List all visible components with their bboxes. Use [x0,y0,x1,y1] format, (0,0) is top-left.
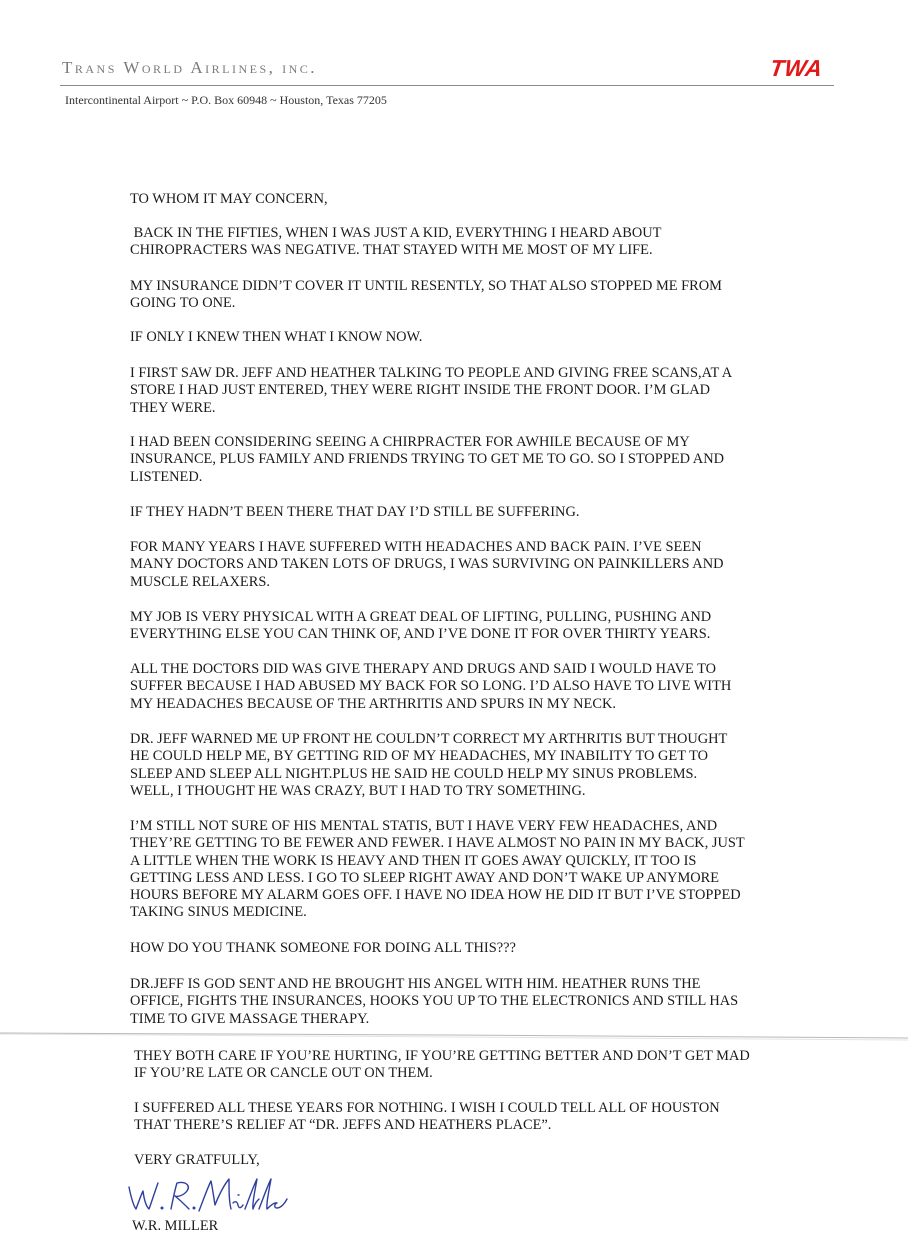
letter-line: DR. JEFF WARNED ME UP FRONT HE COULDN’T CORRECT MY ARTHRITIS BUT THOUGHT [130,731,728,747]
letter-line: I SUFFERED ALL THESE YEARS FOR NOTHING. I WISH I COULD TELL ALL OF HOUSTON [134,1100,720,1116]
paragraph-5 [130,434,810,486]
letter-line: BACK IN THE FIFTIES, WHEN I WAS JUST A KID, EVERYTHING I HEARD ABOUT [130,225,662,241]
paragraph-4 [130,365,810,417]
header-rule [60,85,834,86]
paragraph-3 [130,329,810,346]
letter-line: SLEEP AND SLEEP ALL NIGHT.PLUS HE SAID HE COULD HELP MY SINUS PROBLEMS. [130,765,698,782]
signer-name: W.R. MILLER [132,1218,219,1234]
paragraph-14 [134,1048,814,1083]
letter-line: A LITTLE WHEN THE WORK IS HEAVY AND THEN IT GOES AWAY QUICKLY, IT TOO IS [130,852,697,869]
letter-line: MUSCLE RELAXERS. [130,573,270,590]
letter-line: MANY DOCTORS AND TAKEN LOTS OF DRUGS, I WAS SURVIVING ON PAINKILLERS AND [130,556,724,573]
letter-line: I’M STILL NOT SURE OF HIS MENTAL STATIS, BUT I HAVE VERY FEW HEADACHES, AND [130,818,718,834]
closing-line: VERY GRATFULLY, [134,1152,260,1168]
letter-line: THEY WERE. [130,399,216,416]
letter-line: HE COULD HELP ME, BY GETTING RID OF MY HEADACHES, MY INABILITY TO GET TO [130,748,709,765]
letter-line: MY HEADACHES BECAUSE OF THE ARTHRITIS AND SPURS IN MY NECK. [130,695,616,712]
closing [134,1152,814,1169]
letter-line: SUFFER BECAUSE I HAD ABUSED MY BACK FOR SO LONG. I’D ALSO HAVE TO LIVE WITH [130,678,732,695]
paragraph-12 [130,940,810,957]
letter-line: STORE I HAD JUST ENTERED, THEY WERE RIGHT INSIDE THE FRONT DOOR. I’M GLAD [130,382,711,399]
letter-line: INSURANCE, PLUS FAMILY AND FRIENDS TRYING TO GET ME TO GO. SO I STOPPED AND [130,451,724,468]
letter-line: THAT THERE’S RELIEF AT “DR. JEFFS AND HEATHERS PLACE”. [134,1117,552,1134]
letter-line: OFFICE, FIGHTS THE INSURANCES, HOOKS YOU UP TO THE ELECTRONICS AND STILL HAS [130,993,739,1010]
letter-line: HOURS BEFORE MY ALARM GOES OFF. I HAVE NO IDEA HOW HE DID IT BUT I’VE STOPPED [130,887,741,904]
letter-line: EVERYTHING ELSE YOU CAN THINK OF, AND I’VE DONE IT FOR OVER THIRTY YEARS. [130,626,711,643]
letter-line: DR.JEFF IS GOD SENT AND HE BROUGHT HIS ANGEL WITH HIM. HEATHER RUNS THE [130,976,701,992]
letter-line: IF YOU’RE LATE OR CANCLE OUT ON THEM. [134,1065,433,1082]
letter-line: MY INSURANCE DIDN’T COVER IT UNTIL RESENTLY, SO THAT ALSO STOPPED ME FROM [130,278,722,294]
letter-line: WELL, I THOUGHT HE WAS CRAZY, BUT I HAD TO TRY SOMETHING. [130,782,586,799]
letter-line: TAKING SINUS MEDICINE. [130,904,307,921]
paragraph-1 [130,225,810,260]
letter-line: I HAD BEEN CONSIDERING SEEING A CHIRPRACTER FOR AWHILE BECAUSE OF MY [130,434,690,450]
paragraph-7 [130,539,810,591]
letter-line: CHIROPRACTERS WAS NEGATIVE. THAT STAYED WITH ME MOST OF MY LIFE. [130,242,653,259]
salutation-line: TO WHOM IT MAY CONCERN, [130,191,328,207]
company-address: Intercontinental Airport ~ P.O. Box 60948 ~ Houston, Texas 77205 [65,93,387,107]
letter-line: ALL THE DOCTORS DID WAS GIVE THERAPY AND DRUGS AND SAID I WOULD HAVE TO [130,661,717,677]
twa-logo: TWA [768,55,825,81]
letter-line: IF THEY HADN’T BEEN THERE THAT DAY I’D STILL BE SUFFERING. [130,504,580,520]
company-name: Trans World Airlines, inc. [62,58,318,77]
letter-line: HOW DO YOU THANK SOMEONE FOR DOING ALL THIS??? [130,940,516,956]
letter-line: THEY’RE GETTING TO BE FEWER AND FEWER. I HAVE ALMOST NO PAIN IN MY BACK, JUST [130,835,745,852]
paragraph-10 [130,731,810,800]
paragraph-2 [130,278,810,313]
letter-line: GOING TO ONE. [130,295,236,312]
paragraph-11 [130,818,810,922]
letter-line: I FIRST SAW DR. JEFF AND HEATHER TALKING TO PEOPLE AND GIVING FREE SCANS,AT A [130,365,733,381]
letter-line: TIME TO GIVE MASSAGE THERAPY. [130,1010,370,1027]
paper-fold-line [0,1031,908,1045]
letter-line: GETTING LESS AND LESS. I GO TO SLEEP RIGHT AWAY AND DON’T WAKE UP ANYMORE [130,869,720,886]
paragraph-9 [130,661,810,713]
letter-line: LISTENED. [130,468,203,485]
letter-line: FOR MANY YEARS I HAVE SUFFERED WITH HEADACHES AND BACK PAIN. I’VE SEEN [130,539,702,555]
paragraph-8 [130,609,810,644]
handwritten-signature [125,1175,295,1219]
letter-line: MY JOB IS VERY PHYSICAL WITH A GREAT DEAL OF LIFTING, PULLING, PUSHING AND [130,609,712,625]
salutation [130,191,810,208]
letter-line: THEY BOTH CARE IF YOU’RE HURTING, IF YOU’RE GETTING BETTER AND DON’T GET MAD [134,1048,750,1064]
paragraph-15 [134,1100,814,1135]
paragraph-6 [130,504,810,521]
letter-line: IF ONLY I KNEW THEN WHAT I KNOW NOW. [130,329,423,345]
paragraph-13 [130,976,810,1028]
